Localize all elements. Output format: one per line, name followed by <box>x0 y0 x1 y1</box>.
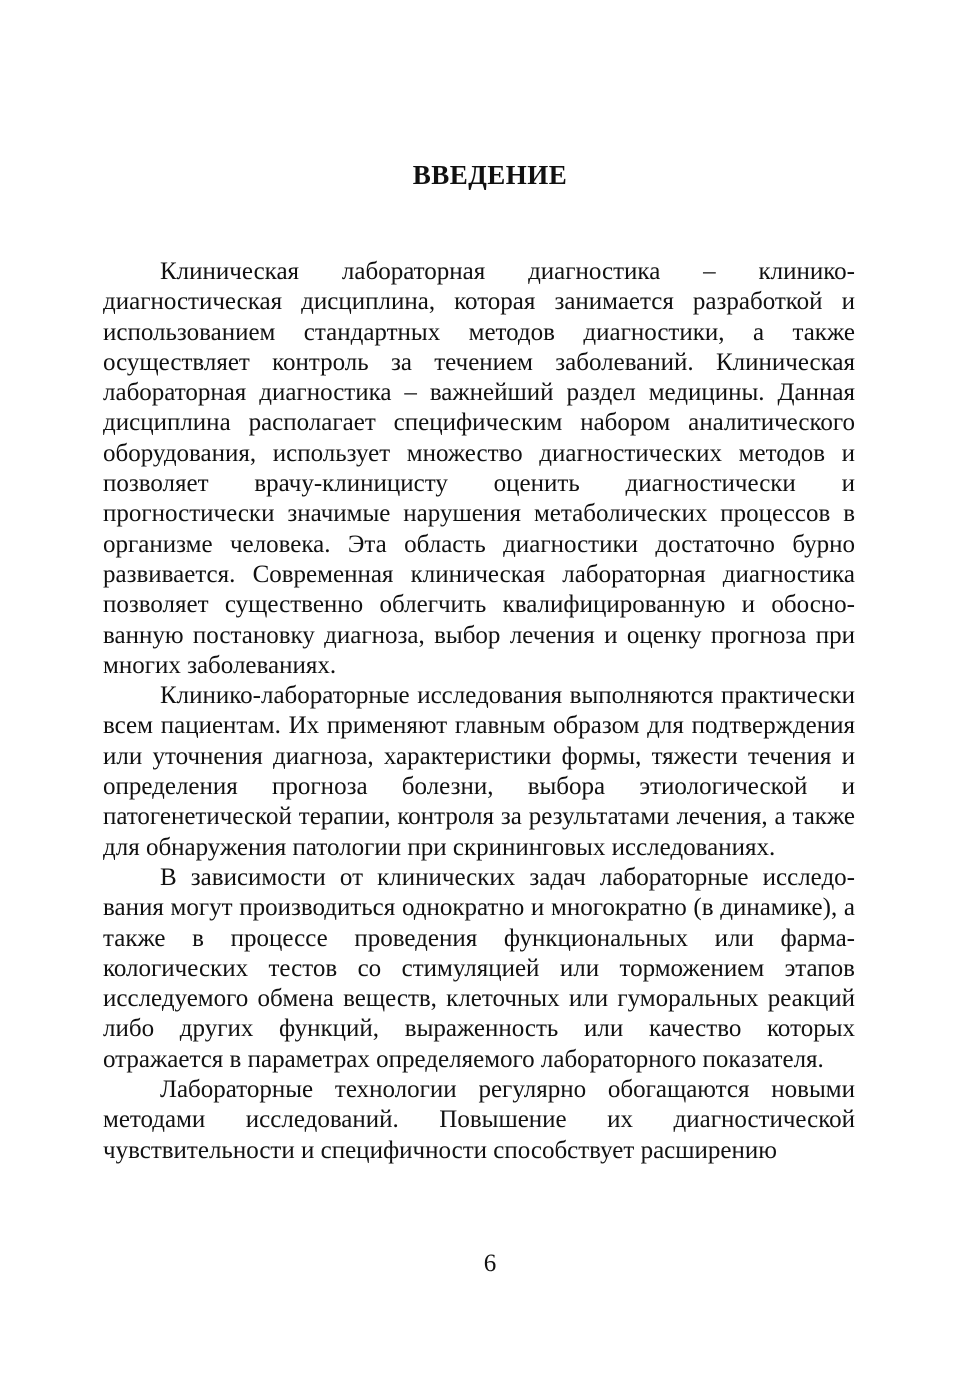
body-text <box>103 257 855 1166</box>
paragraph-2: Клинико-лабораторные исследования выполняются практически всем пациентам. Их применяют главным образом для подтверждения или уточнения диагноза, характеристики формы, тяжести течения и определения прогноза болезни, выбора этиологической и патогенетической терапии, контроля за результатами лечения, а также для обнаружения патологии при скрининговых исследованиях. <box>103 682 855 861</box>
paragraph-3: В зависимости от клинических задач лабораторные исследования могут производиться однократно и многократно (в динамике), а также в процессе проведения функциональных или фармакологических тестов со стимуляцией или торможением этапов исследуемого обмена веществ, клеточных или гуморальных реакций либо других функций, выраженность или качество которых отражается в параметрах определяемого лабораторного показателя. <box>103 863 855 1073</box>
page-title: ВВЕДЕНИЕ <box>412 160 568 190</box>
paragraph-1: Клиническая лабораторная диагностика – клинико-диагностическая дисциплина, которая занимается разработкой и использованием стандартных методов диагностики, а также осуществляет контроль за течением заболеваний. Клиническая лабораторная диагностика – важнейший раздел медицины. Данная дисциплина располагает специфическим набором аналитического оборудования, использует множество диагностических методов и позволяет врачу-клиницисту оценить диагностически и прогностически значимые нарушения метаболических процессов в организме человека. Эта область диагностики достаточно бурно развивается. Современная клиническая лабораторная диагностика позволяет существенно облегчить квалифицированную и обоснованную постановку диагноза, выбор лечения и оценку прогноза при многих заболеваниях. <box>103 258 855 679</box>
page-number: 6 <box>483 1250 497 1277</box>
paragraph-4: Лабораторные технологии регулярно обогащаются новыми методами исследований. Повышение их диагностической чувствительности и специфичности способствует расширению <box>103 1076 855 1164</box>
